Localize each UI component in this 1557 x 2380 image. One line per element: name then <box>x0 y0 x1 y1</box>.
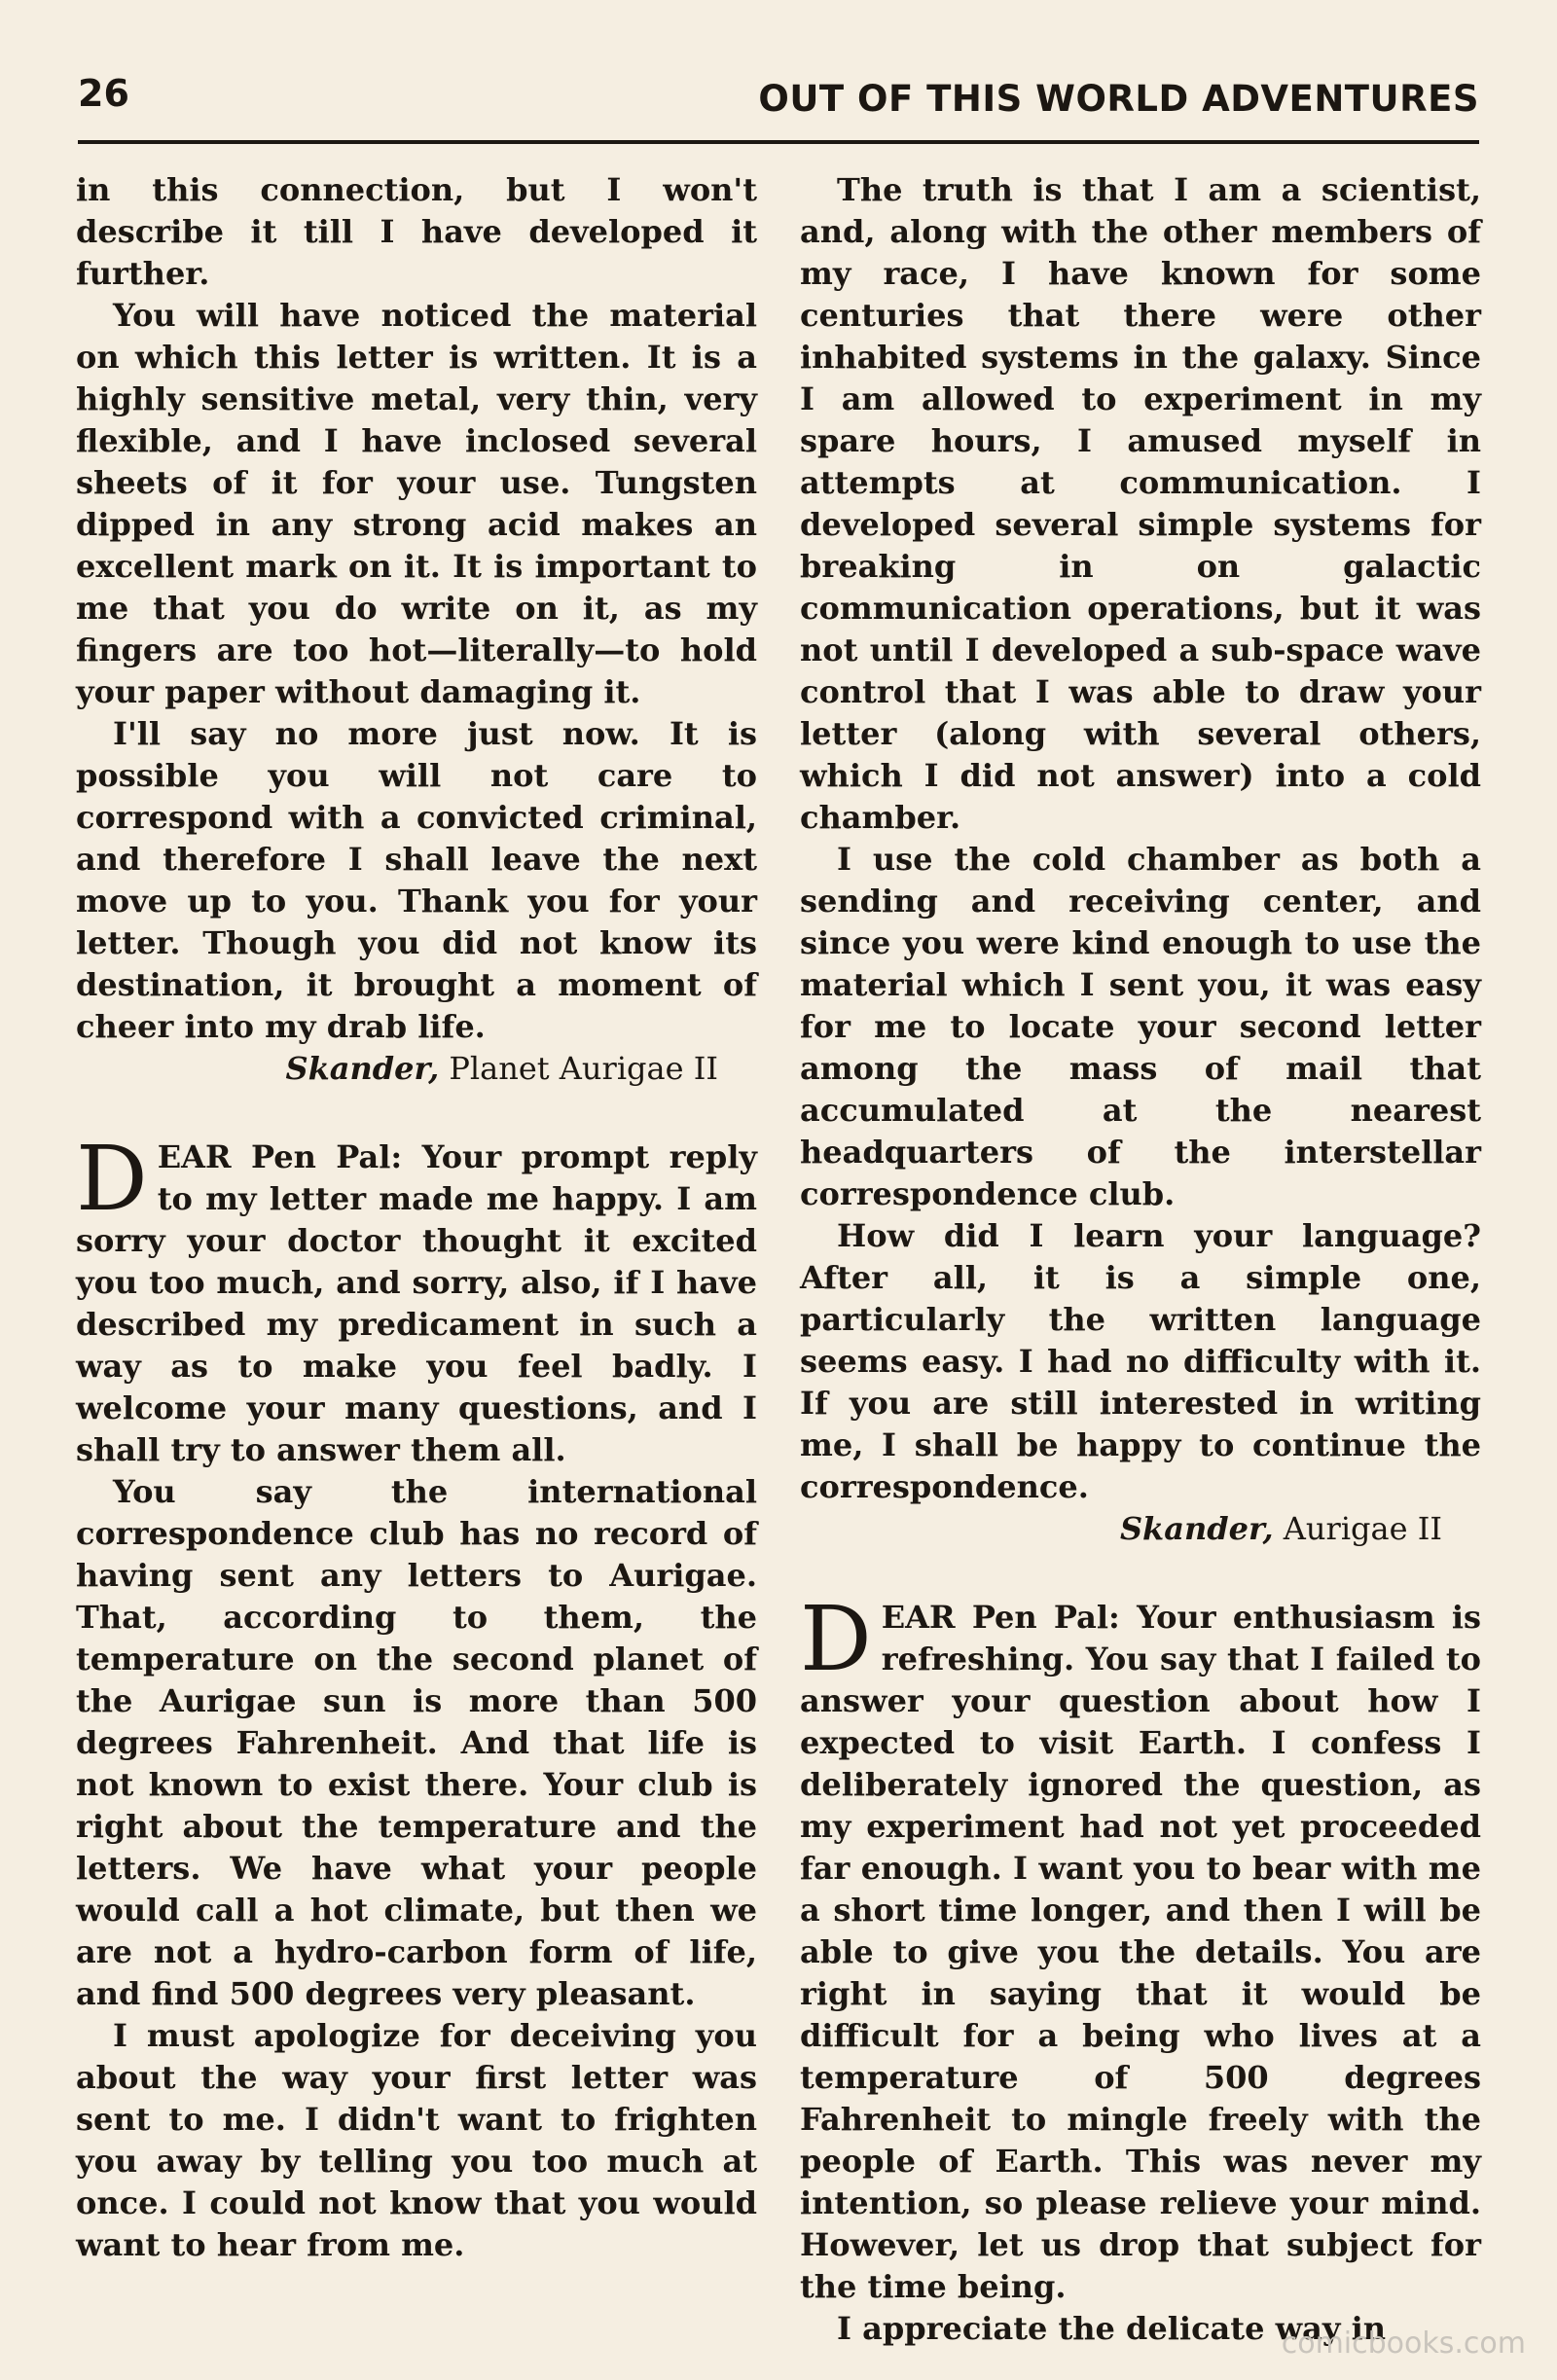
paragraph: I use the cold chamber as both a sending and receiving center, and since you were kind enough to use the material which I sent you, it was easy for me to locate your second letter among the mass of mail that accumulated at the nearest headquarters of the interstellar correspondence club. <box>800 841 1481 1212</box>
signature-place: Planet Aurigae II <box>449 1050 718 1087</box>
magazine-title: OUT OF THIS WORLD ADVENTURES <box>758 78 1479 120</box>
left-column <box>76 169 757 2266</box>
paragraph: You will have noticed the material on which this letter is written. It is a highly sensitive metal, very thin, very flexible, and I have inclosed several sheets of it for your use. Tungsten dipped in any strong acid makes an excellent mark on it. It is important to me that you do write on it, as my fingers are too hot—literally—to hold your paper without damaging it. <box>76 297 757 710</box>
right-column <box>800 169 1481 2350</box>
signature-name: Skander, <box>1119 1510 1274 1547</box>
signature <box>76 1048 757 1090</box>
paragraph: I appreciate the delicate way in <box>837 2310 1386 2347</box>
signature <box>800 1508 1481 1550</box>
drop-cap: D <box>800 1587 872 1691</box>
letter-opening: DEAR Pen Pal: Your enthusiasm is refreshing. You say that I failed to answer your question about how I expected to visit Earth. I confess I deliberately ignored the question, as my experiment had not yet proceeded far enough. I want you to bear with me a short time longer, and then I will be able to give you the details. You are right in saying that it would be difficult for a being who lives at a temperature of 500 degrees Fahrenheit to mingle freely with the people of Earth. This was never my intention, so please relieve your mind. However, let us drop that subject for the time being. <box>800 1587 1481 2305</box>
paragraph: The truth is that I am a scientist, and, along with the other members of my race, I have known for some centuries that there were other inhabited systems in the galaxy. Since I am allowed to experiment in my spare hours, I amused myself in attempts at communication. I developed several simple systems for breaking in on galactic communication operations, but it was not until I developed a sub-space wave control that I was able to draw your letter (along with several others, which I did not answer) into a cold chamber. <box>800 171 1481 836</box>
paragraph: You say the international correspondence club has no record of having sent any letters to Aurigae. That, according to them, the temperature on the second planet of the Aurigae sun is more than 500 degrees Fahrenheit. And that life is not known to exist there. Your club is right about the temperature and the letters. We have what your people would call a hot climate, but then we are not a hydro-carbon form of life, and find 500 degrees very pleasant. <box>76 1473 757 2012</box>
watermark: comicbooks.com <box>1281 2326 1526 2361</box>
paragraph: I'll say no more just now. It is possible you will not care to correspond with a convicted criminal, and therefore I shall leave the next move up to you. Thank you for your letter. Though you did not know its destination, it brought a moment of cheer into my drab life. <box>76 715 757 1045</box>
signature-name: Skander, <box>285 1050 440 1087</box>
paragraph: in this connection, but I won't describe it till I have developed it further. <box>76 171 757 292</box>
page-number: 26 <box>78 72 129 115</box>
paragraph: I must apologize for deceiving you about the way your first letter was sent to me. I didn't want to frighten you away by telling you too much at once. I could not know that you would want to hear from me. <box>76 2017 757 2263</box>
drop-cap: D <box>76 1127 148 1231</box>
signature-place: Aurigae II <box>1283 1510 1442 1547</box>
page-header <box>78 72 1479 144</box>
letter-opening: DEAR Pen Pal: Your prompt reply to my letter made me happy. I am sorry your doctor thought it excited you too much, and sorry, also, if I have described my predicament in such a way as to make you feel badly. I welcome your many questions, and I shall try to answer them all. <box>76 1127 757 1468</box>
paragraph: How did I learn your language? After all, it is a simple one, particularly the written language seems easy. I had no difficulty with it. If you are still interested in writing me, I shall be happy to continue the correspondence. <box>800 1217 1481 1505</box>
